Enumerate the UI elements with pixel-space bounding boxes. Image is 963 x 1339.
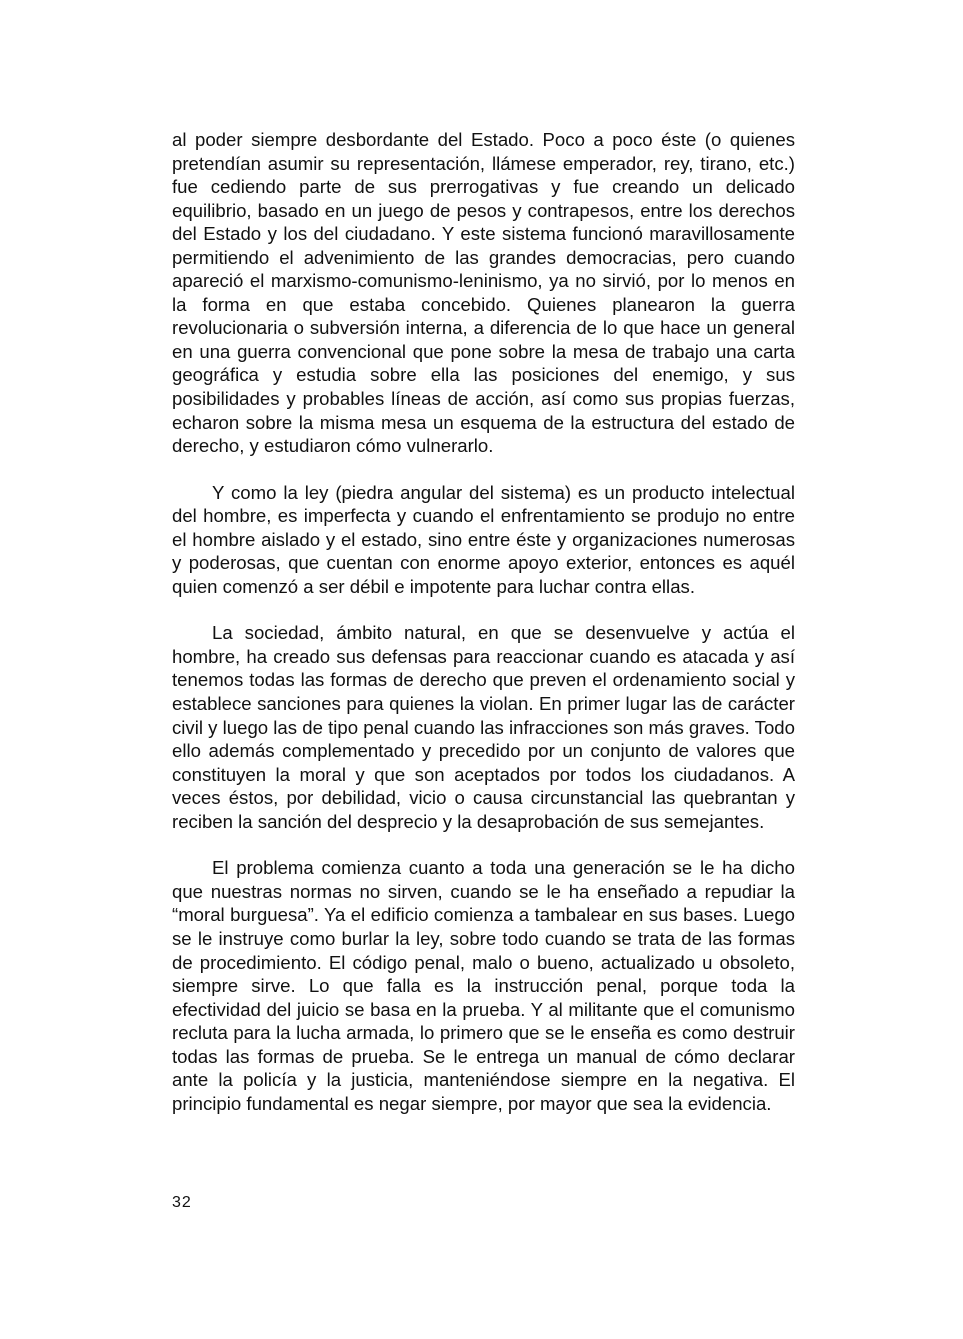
paragraph-3: La sociedad, ámbito natural, en que se desenvuelve y actúa el hombre, ha creado sus defensas para reaccionar cuando es atacada y así tenemos todas las formas de derecho que preven el ordenamiento social y establece sanciones para quienes la violan. En primer lugar las de carácter civil y luego las de tipo penal cuando las infracciones son más graves. Todo ello además complementado y precedido por un conjunto de valores que constituyen la moral y que son aceptados por todos los ciudadanos. A veces éstos, por debilidad, vicio o causa circunstancial las quebrantan y reciben la sanción del desprecio y la desaprobación de sus semejantes. — [172, 622, 795, 832]
paragraph-4: El problema comienza cuanto a toda una generación se le ha dicho que nuestras normas no sirven, cuando se le ha enseñado a repudiar la “moral burguesa”. Ya el edificio comienza a tambalear en sus bases. Luego se le instruye como burlar la ley, sobre todo cuando se trata de las formas de procedimiento. El código penal, malo o bueno, actualizado u obsoleto, siempre sirve. Lo que falla es la instrucción penal, porque toda la efectividad del juicio se basa en la prueba. Y al militante que el comunismo recluta para la lucha armada, lo primero que se le enseña es como destruir todas las formas de prueba. Se le entrega un manual de cómo declarar ante la policía y la justicia, manteniéndose siempre en la negativa. El principio fundamental es negar siempre, por mayor que sea la evidencia. — [172, 857, 795, 1114]
paragraph-2: Y como la ley (piedra angular del sistema) es un producto intelectual del hombre, es imperfecta y cuando el enfrentamiento se produjo no entre el hombre aislado y el estado, sino entre éste y organizaciones numerosas y poderosas, que cuentan con enorme apoyo exterior, entonces es aquél quien comenzó a ser débil e impotente para luchar contra ellas. — [172, 481, 795, 597]
page-number: 32 — [172, 1194, 192, 1211]
paragraph-1: al poder siempre desbordante del Estado. Poco a poco éste (o quienes pretendían asumir su representación, llámese emperador, rey, tirano, etc.) fue cediendo parte de sus prerrogativas y fue creando un delicado equilibrio, basado en un juego de pesos y contrapesos, entre los derechos del Estado y los del ciudadano. Y este sistema funcionó maravillosamente permitiendo el advenimiento de las grandes democracias, pero cuando apareció el marxismo-comunismo-leninismo, ya no sirvió, por lo menos en la forma en que estaba concebido. Quienes planearon la guerra revolucionaria o subversión interna, a diferencia de lo que hace un general en una guerra convencional que pone sobre la mesa de trabajo una carta geográfica y estudia sobre ella las posiciones del enemigo, y sus posibilidades y probables líneas de acción, así como sus propias fuerzas, echaron sobre la misma mesa un esquema de la estructura del estado de derecho, y estudiaron cómo vulnerarlo. — [172, 129, 795, 457]
body-text — [172, 128, 795, 1115]
